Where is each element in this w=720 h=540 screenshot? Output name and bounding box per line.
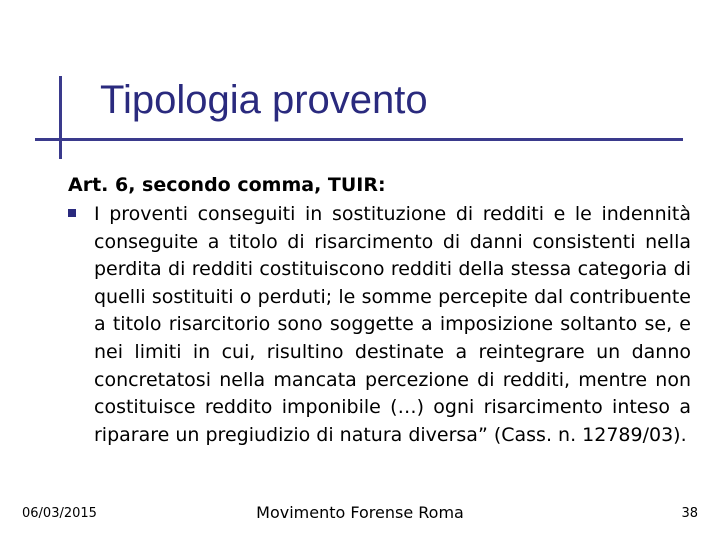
square-bullet-icon: [68, 209, 76, 217]
slide-title: Tipologia provento: [100, 78, 428, 122]
bullet-text: I proventi conseguiti in sostituzione di redditi e le indennità conseguite a titolo di risarcimento di danni consistenti nella perdita di redditi costituiscono redditi della stessa categoria di quelli sostituiti o perduti; le somme percepite dal contribuente a titolo risarcitorio sono soggette a imposizione soltanto se, e nei limiti in cui, risultino destinate a reintegrare un danno concretatosi nella mancata percezione di redditi, mentre non costituisce reddito imponibile (…) ogni risarcimento inteso a riparare un pregiudizio di natura diversa” (Cass. n. 12789/03).: [94, 203, 691, 446]
title-horizontal-rule: [35, 138, 683, 141]
title-vertical-rule: [59, 76, 62, 159]
page-number: 38: [681, 506, 698, 521]
footer-date: 06/03/2015: [22, 506, 97, 521]
footer-organization: Movimento Forense Roma: [256, 503, 464, 522]
article-heading: Art. 6, secondo comma, TUIR:: [68, 174, 386, 196]
